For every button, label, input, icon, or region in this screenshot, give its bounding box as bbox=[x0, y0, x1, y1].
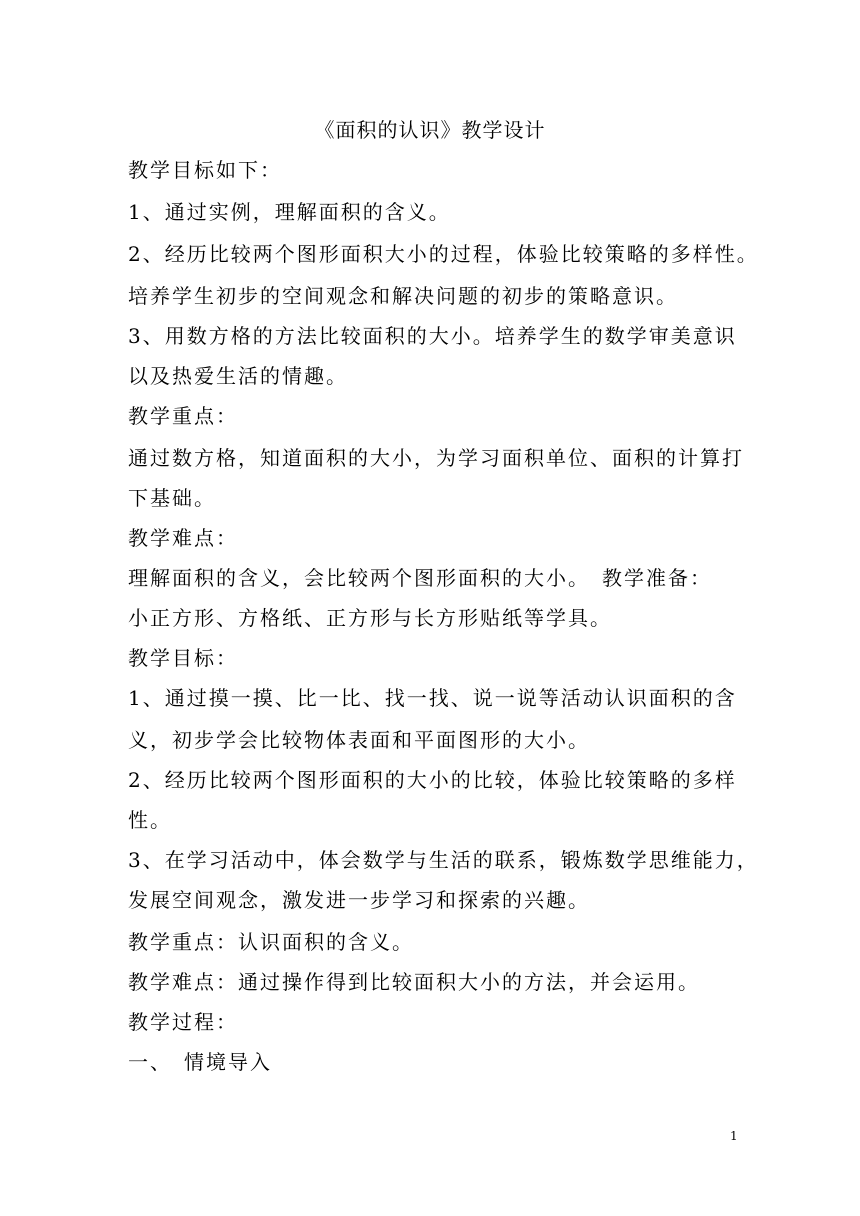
text-line: 性。 bbox=[128, 808, 172, 832]
text-line: 2、经历比较两个图形面积的大小的比较，体验比较策略的多样 bbox=[128, 768, 737, 792]
text-line: 2、经历比较两个图形面积大小的过程，体验比较策略的多样性。 bbox=[128, 242, 759, 266]
text-line: 教学难点： bbox=[128, 526, 238, 550]
text-line: 3、在学习活动中，体会数学与生活的联系，锻炼数学思维能力， bbox=[128, 848, 759, 872]
text-line: 理解面积的含义，会比较两个图形面积的大小。 教学准备： bbox=[128, 566, 712, 590]
text-line: 教学重点：认识面积的含义。 bbox=[128, 930, 414, 954]
text-line: 发展空间观念，激发进一步学习和探索的兴趣。 bbox=[128, 888, 590, 912]
text-line: 教学难点：通过操作得到比较面积大小的方法，并会运用。 bbox=[128, 970, 700, 994]
text-line: 1、通过实例，理解面积的含义。 bbox=[128, 200, 451, 224]
text-line: 1、通过摸一摸、比一比、找一找、说一说等活动认识面积的含 bbox=[128, 686, 737, 710]
text-line: 小正方形、方格纸、正方形与长方形贴纸等学具。 bbox=[128, 606, 612, 630]
page-number: 1 bbox=[730, 1129, 738, 1143]
text-line: 3、用数方格的方法比较面积的大小。培养学生的数学审美意识 bbox=[128, 324, 737, 348]
text-line: 义，初步学会比较物体表面和平面图形的大小。 bbox=[128, 728, 590, 752]
text-line: 下基础。 bbox=[128, 486, 216, 510]
text-line: 教学重点： bbox=[128, 404, 238, 428]
text-line: 通过数方格，知道面积的大小，为学习面积单位、面积的计算打 bbox=[128, 446, 744, 470]
text-line: 教学过程： bbox=[128, 1010, 238, 1034]
text-line: 以及热爱生活的情趣。 bbox=[128, 364, 348, 388]
document-title: 《面积的认识》教学设计 bbox=[314, 118, 546, 142]
text-line: 一、 情境导入 bbox=[128, 1050, 272, 1074]
text-line: 教学目标： bbox=[128, 646, 238, 670]
text-line: 培养学生初步的空间观念和解决问题的初步的策略意识。 bbox=[128, 284, 678, 308]
text-line: 教学目标如下： bbox=[128, 158, 282, 182]
